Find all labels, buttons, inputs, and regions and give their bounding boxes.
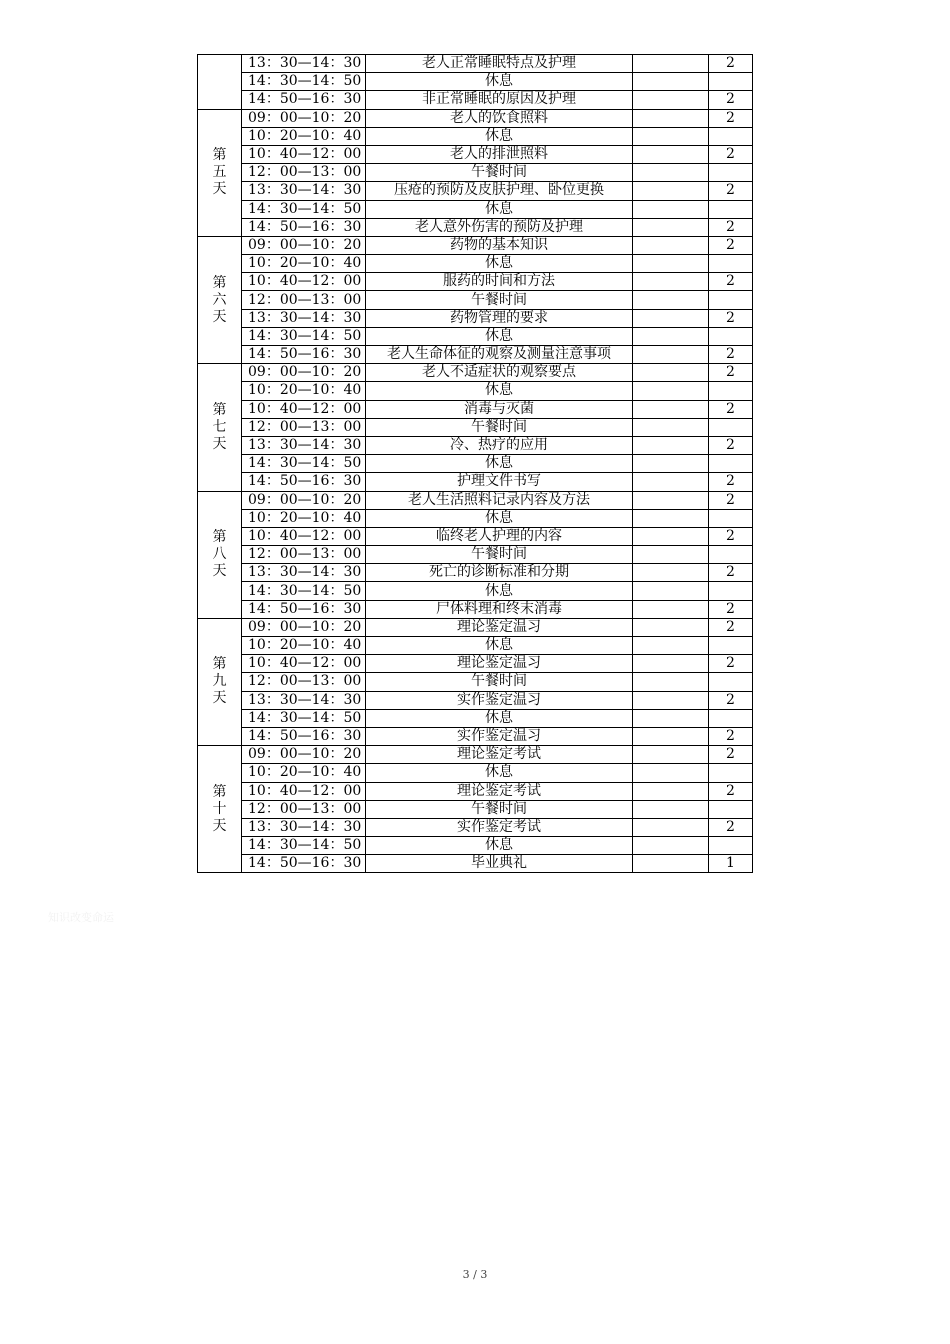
table-row bbox=[198, 127, 753, 145]
blank-cell bbox=[633, 73, 709, 91]
table-row bbox=[198, 309, 753, 327]
topic-cell: 午餐时间 bbox=[366, 673, 633, 691]
hours-cell: 2 bbox=[709, 473, 753, 491]
table-row bbox=[198, 782, 753, 800]
hours-cell bbox=[709, 291, 753, 309]
blank-cell bbox=[633, 527, 709, 545]
time-cell: 14：50—16：30 bbox=[242, 473, 366, 491]
topic-cell: 理论鉴定温习 bbox=[366, 618, 633, 636]
hours-cell bbox=[709, 327, 753, 345]
topic-cell: 老人的排泄照料 bbox=[366, 145, 633, 163]
topic-cell: 午餐时间 bbox=[366, 164, 633, 182]
time-cell: 14：50—16：30 bbox=[242, 346, 366, 364]
table-row bbox=[198, 200, 753, 218]
day-label-char: 天 bbox=[212, 181, 227, 198]
table-row bbox=[198, 145, 753, 163]
blank-cell bbox=[633, 273, 709, 291]
table-row bbox=[198, 91, 753, 109]
time-cell: 14：30—14：50 bbox=[242, 200, 366, 218]
hours-cell bbox=[709, 255, 753, 273]
time-cell: 13：30—14：30 bbox=[242, 55, 366, 73]
schedule-table bbox=[197, 54, 753, 873]
time-cell: 12：00—13：00 bbox=[242, 418, 366, 436]
table-row bbox=[198, 164, 753, 182]
blank-cell bbox=[633, 400, 709, 418]
topic-cell: 药物管理的要求 bbox=[366, 309, 633, 327]
day-label-cell bbox=[198, 746, 242, 873]
time-cell: 14：50—16：30 bbox=[242, 91, 366, 109]
blank-cell bbox=[633, 436, 709, 454]
table-row bbox=[198, 564, 753, 582]
topic-cell: 休息 bbox=[366, 709, 633, 727]
day-label-char: 六 bbox=[212, 291, 227, 308]
topic-cell: 理论鉴定考试 bbox=[366, 782, 633, 800]
time-cell: 12：00—13：00 bbox=[242, 291, 366, 309]
hours-cell: 2 bbox=[709, 655, 753, 673]
watermark-text: 知识改变命运 bbox=[48, 911, 114, 924]
time-cell: 12：00—13：00 bbox=[242, 800, 366, 818]
topic-cell: 理论鉴定考试 bbox=[366, 746, 633, 764]
table-row bbox=[198, 418, 753, 436]
day-label-char: 九 bbox=[212, 673, 227, 690]
hours-cell bbox=[709, 509, 753, 527]
table-row bbox=[198, 691, 753, 709]
time-cell: 09：00—10：20 bbox=[242, 236, 366, 254]
hours-cell: 2 bbox=[709, 782, 753, 800]
blank-cell bbox=[633, 236, 709, 254]
hours-cell bbox=[709, 709, 753, 727]
topic-cell: 休息 bbox=[366, 637, 633, 655]
blank-cell bbox=[633, 473, 709, 491]
hours-cell bbox=[709, 127, 753, 145]
time-cell: 10：40—12：00 bbox=[242, 655, 366, 673]
time-cell: 10：40—12：00 bbox=[242, 527, 366, 545]
topic-cell: 护理文件书写 bbox=[366, 473, 633, 491]
blank-cell bbox=[633, 382, 709, 400]
topic-cell: 死亡的诊断标准和分期 bbox=[366, 564, 633, 582]
day-label-cell bbox=[198, 618, 242, 745]
day-label-cell bbox=[198, 491, 242, 618]
time-cell: 10：40—12：00 bbox=[242, 400, 366, 418]
day-label-cell bbox=[198, 109, 242, 236]
day-label-char: 八 bbox=[212, 546, 227, 563]
time-cell: 14：30—14：50 bbox=[242, 709, 366, 727]
day-label-char: 五 bbox=[212, 164, 227, 181]
table-row bbox=[198, 491, 753, 509]
hours-cell: 2 bbox=[709, 55, 753, 73]
table-row bbox=[198, 327, 753, 345]
hours-cell: 2 bbox=[709, 727, 753, 745]
hours-cell bbox=[709, 637, 753, 655]
blank-cell bbox=[633, 637, 709, 655]
hours-cell: 1 bbox=[709, 855, 753, 873]
hours-cell: 2 bbox=[709, 309, 753, 327]
time-cell: 10：20—10：40 bbox=[242, 764, 366, 782]
blank-cell bbox=[633, 600, 709, 618]
time-cell: 12：00—13：00 bbox=[242, 164, 366, 182]
hours-cell: 2 bbox=[709, 600, 753, 618]
time-cell: 09：00—10：20 bbox=[242, 618, 366, 636]
time-cell: 14：50—16：30 bbox=[242, 855, 366, 873]
day-label-cell bbox=[198, 236, 242, 363]
blank-cell bbox=[633, 200, 709, 218]
table-row bbox=[198, 236, 753, 254]
topic-cell: 休息 bbox=[366, 200, 633, 218]
page-number: 3 / 3 bbox=[462, 1268, 488, 1281]
hours-cell: 2 bbox=[709, 109, 753, 127]
blank-cell bbox=[633, 291, 709, 309]
blank-cell bbox=[633, 346, 709, 364]
schedule-body bbox=[198, 55, 753, 873]
time-cell: 09：00—10：20 bbox=[242, 746, 366, 764]
time-cell: 13：30—14：30 bbox=[242, 564, 366, 582]
blank-cell bbox=[633, 364, 709, 382]
day-label-char: 十 bbox=[212, 800, 227, 817]
blank-cell bbox=[633, 91, 709, 109]
blank-cell bbox=[633, 582, 709, 600]
blank-cell bbox=[633, 109, 709, 127]
table-row bbox=[198, 109, 753, 127]
blank-cell bbox=[633, 764, 709, 782]
time-cell: 09：00—10：20 bbox=[242, 491, 366, 509]
topic-cell: 冷、热疗的应用 bbox=[366, 436, 633, 454]
hours-cell: 2 bbox=[709, 527, 753, 545]
hours-cell: 2 bbox=[709, 436, 753, 454]
day-label-char: 天 bbox=[212, 690, 227, 707]
table-row bbox=[198, 382, 753, 400]
blank-cell bbox=[633, 855, 709, 873]
day-label-cell bbox=[198, 364, 242, 491]
topic-cell: 休息 bbox=[366, 455, 633, 473]
table-row bbox=[198, 618, 753, 636]
hours-cell: 2 bbox=[709, 182, 753, 200]
blank-cell bbox=[633, 564, 709, 582]
table-row bbox=[198, 546, 753, 564]
time-cell: 14：50—16：30 bbox=[242, 600, 366, 618]
hours-cell: 2 bbox=[709, 818, 753, 836]
blank-cell bbox=[633, 618, 709, 636]
time-cell: 13：30—14：30 bbox=[242, 818, 366, 836]
day-label-char: 七 bbox=[212, 418, 227, 435]
hours-cell bbox=[709, 455, 753, 473]
table-row bbox=[198, 218, 753, 236]
time-cell: 10：20—10：40 bbox=[242, 127, 366, 145]
table-row bbox=[198, 855, 753, 873]
time-cell: 14：30—14：50 bbox=[242, 837, 366, 855]
blank-cell bbox=[633, 145, 709, 163]
time-cell: 14：30—14：50 bbox=[242, 455, 366, 473]
day-label-char: 第 bbox=[212, 656, 227, 673]
blank-cell bbox=[633, 55, 709, 73]
table-row bbox=[198, 436, 753, 454]
hours-cell bbox=[709, 73, 753, 91]
hours-cell bbox=[709, 418, 753, 436]
table-row bbox=[198, 346, 753, 364]
time-cell: 14：30—14：50 bbox=[242, 327, 366, 345]
time-cell: 10：20—10：40 bbox=[242, 255, 366, 273]
blank-cell bbox=[633, 727, 709, 745]
hours-cell: 2 bbox=[709, 236, 753, 254]
topic-cell: 休息 bbox=[366, 255, 633, 273]
table-row bbox=[198, 473, 753, 491]
topic-cell: 毕业典礼 bbox=[366, 855, 633, 873]
hours-cell: 2 bbox=[709, 145, 753, 163]
blank-cell bbox=[633, 491, 709, 509]
table-row bbox=[198, 291, 753, 309]
blank-cell bbox=[633, 127, 709, 145]
table-row bbox=[198, 727, 753, 745]
time-cell: 09：00—10：20 bbox=[242, 364, 366, 382]
hours-cell: 2 bbox=[709, 400, 753, 418]
topic-cell: 实作鉴定温习 bbox=[366, 691, 633, 709]
topic-cell: 老人正常睡眠特点及护理 bbox=[366, 55, 633, 73]
topic-cell: 实作鉴定温习 bbox=[366, 727, 633, 745]
day-label-char: 天 bbox=[212, 435, 227, 452]
hours-cell bbox=[709, 382, 753, 400]
hours-cell: 2 bbox=[709, 618, 753, 636]
table-row bbox=[198, 837, 753, 855]
hours-cell: 2 bbox=[709, 491, 753, 509]
topic-cell: 休息 bbox=[366, 73, 633, 91]
table-row bbox=[198, 800, 753, 818]
topic-cell: 服药的时间和方法 bbox=[366, 273, 633, 291]
topic-cell: 休息 bbox=[366, 582, 633, 600]
blank-cell bbox=[633, 309, 709, 327]
hours-cell bbox=[709, 200, 753, 218]
time-cell: 13：30—14：30 bbox=[242, 182, 366, 200]
hours-cell: 2 bbox=[709, 564, 753, 582]
topic-cell: 老人生活照料记录内容及方法 bbox=[366, 491, 633, 509]
blank-cell bbox=[633, 782, 709, 800]
blank-cell bbox=[633, 327, 709, 345]
day-label-char: 第 bbox=[212, 274, 227, 291]
table-row bbox=[198, 400, 753, 418]
time-cell: 10：40—12：00 bbox=[242, 145, 366, 163]
blank-cell bbox=[633, 546, 709, 564]
blank-cell bbox=[633, 800, 709, 818]
table-row bbox=[198, 455, 753, 473]
hours-cell bbox=[709, 673, 753, 691]
time-cell: 14：30—14：50 bbox=[242, 73, 366, 91]
topic-cell: 午餐时间 bbox=[366, 291, 633, 309]
time-cell: 12：00—13：00 bbox=[242, 673, 366, 691]
table-row bbox=[198, 746, 753, 764]
hours-cell: 2 bbox=[709, 691, 753, 709]
topic-cell: 尸体料理和终末消毒 bbox=[366, 600, 633, 618]
topic-cell: 休息 bbox=[366, 837, 633, 855]
time-cell: 13：30—14：30 bbox=[242, 691, 366, 709]
table-row bbox=[198, 818, 753, 836]
blank-cell bbox=[633, 164, 709, 182]
topic-cell: 休息 bbox=[366, 509, 633, 527]
day-label-char: 第 bbox=[212, 147, 227, 164]
topic-cell: 压疮的预防及皮肤护理、卧位更换 bbox=[366, 182, 633, 200]
blank-cell bbox=[633, 218, 709, 236]
day-label-char: 天 bbox=[212, 817, 227, 834]
topic-cell: 午餐时间 bbox=[366, 800, 633, 818]
time-cell: 10：40—12：00 bbox=[242, 782, 366, 800]
topic-cell: 休息 bbox=[366, 327, 633, 345]
blank-cell bbox=[633, 655, 709, 673]
hours-cell: 2 bbox=[709, 746, 753, 764]
table-row bbox=[198, 582, 753, 600]
blank-cell bbox=[633, 818, 709, 836]
topic-cell: 老人意外伤害的预防及护理 bbox=[366, 218, 633, 236]
table-row bbox=[198, 255, 753, 273]
blank-cell bbox=[633, 837, 709, 855]
blank-cell bbox=[633, 673, 709, 691]
hours-cell bbox=[709, 546, 753, 564]
topic-cell: 午餐时间 bbox=[366, 418, 633, 436]
topic-cell: 老人的饮食照料 bbox=[366, 109, 633, 127]
day-label-char: 第 bbox=[212, 529, 227, 546]
blank-cell bbox=[633, 709, 709, 727]
topic-cell: 午餐时间 bbox=[366, 546, 633, 564]
hours-cell bbox=[709, 764, 753, 782]
hours-cell: 2 bbox=[709, 346, 753, 364]
time-cell: 10：20—10：40 bbox=[242, 382, 366, 400]
time-cell: 10：40—12：00 bbox=[242, 273, 366, 291]
blank-cell bbox=[633, 691, 709, 709]
hours-cell bbox=[709, 837, 753, 855]
topic-cell: 临终老人护理的内容 bbox=[366, 527, 633, 545]
topic-cell: 休息 bbox=[366, 127, 633, 145]
hours-cell: 2 bbox=[709, 91, 753, 109]
blank-cell bbox=[633, 746, 709, 764]
blank-cell bbox=[633, 509, 709, 527]
time-cell: 14：50—16：30 bbox=[242, 218, 366, 236]
time-cell: 13：30—14：30 bbox=[242, 309, 366, 327]
hours-cell bbox=[709, 164, 753, 182]
table-row bbox=[198, 709, 753, 727]
topic-cell: 实作鉴定考试 bbox=[366, 818, 633, 836]
time-cell: 14：50—16：30 bbox=[242, 727, 366, 745]
topic-cell: 休息 bbox=[366, 382, 633, 400]
topic-cell: 老人生命体征的观察及测量注意事项 bbox=[366, 346, 633, 364]
time-cell: 10：20—10：40 bbox=[242, 637, 366, 655]
table-row bbox=[198, 364, 753, 382]
blank-cell bbox=[633, 455, 709, 473]
day-label-char: 天 bbox=[212, 308, 227, 325]
table-row bbox=[198, 527, 753, 545]
blank-cell bbox=[633, 255, 709, 273]
day-label-char: 第 bbox=[212, 401, 227, 418]
table-row bbox=[198, 673, 753, 691]
table-row bbox=[198, 73, 753, 91]
table-row bbox=[198, 509, 753, 527]
topic-cell: 非正常睡眠的原因及护理 bbox=[366, 91, 633, 109]
table-row bbox=[198, 655, 753, 673]
hours-cell bbox=[709, 800, 753, 818]
topic-cell: 药物的基本知识 bbox=[366, 236, 633, 254]
topic-cell: 休息 bbox=[366, 764, 633, 782]
time-cell: 10：20—10：40 bbox=[242, 509, 366, 527]
day-label-char: 天 bbox=[212, 563, 227, 580]
hours-cell: 2 bbox=[709, 273, 753, 291]
table-row bbox=[198, 600, 753, 618]
table-row bbox=[198, 637, 753, 655]
time-cell: 13：30—14：30 bbox=[242, 436, 366, 454]
blank-cell bbox=[633, 418, 709, 436]
time-cell: 09：00—10：20 bbox=[242, 109, 366, 127]
table-row bbox=[198, 764, 753, 782]
time-cell: 12：00—13：00 bbox=[242, 546, 366, 564]
table-row bbox=[198, 273, 753, 291]
table-row bbox=[198, 55, 753, 73]
day-label-char: 第 bbox=[212, 783, 227, 800]
blank-cell bbox=[633, 182, 709, 200]
day-label-cell bbox=[198, 55, 242, 110]
time-cell: 14：30—14：50 bbox=[242, 582, 366, 600]
topic-cell: 理论鉴定温习 bbox=[366, 655, 633, 673]
hours-cell: 2 bbox=[709, 218, 753, 236]
table-row bbox=[198, 182, 753, 200]
topic-cell: 老人不适症状的观察要点 bbox=[366, 364, 633, 382]
topic-cell: 消毒与灭菌 bbox=[366, 400, 633, 418]
hours-cell: 2 bbox=[709, 364, 753, 382]
hours-cell bbox=[709, 582, 753, 600]
